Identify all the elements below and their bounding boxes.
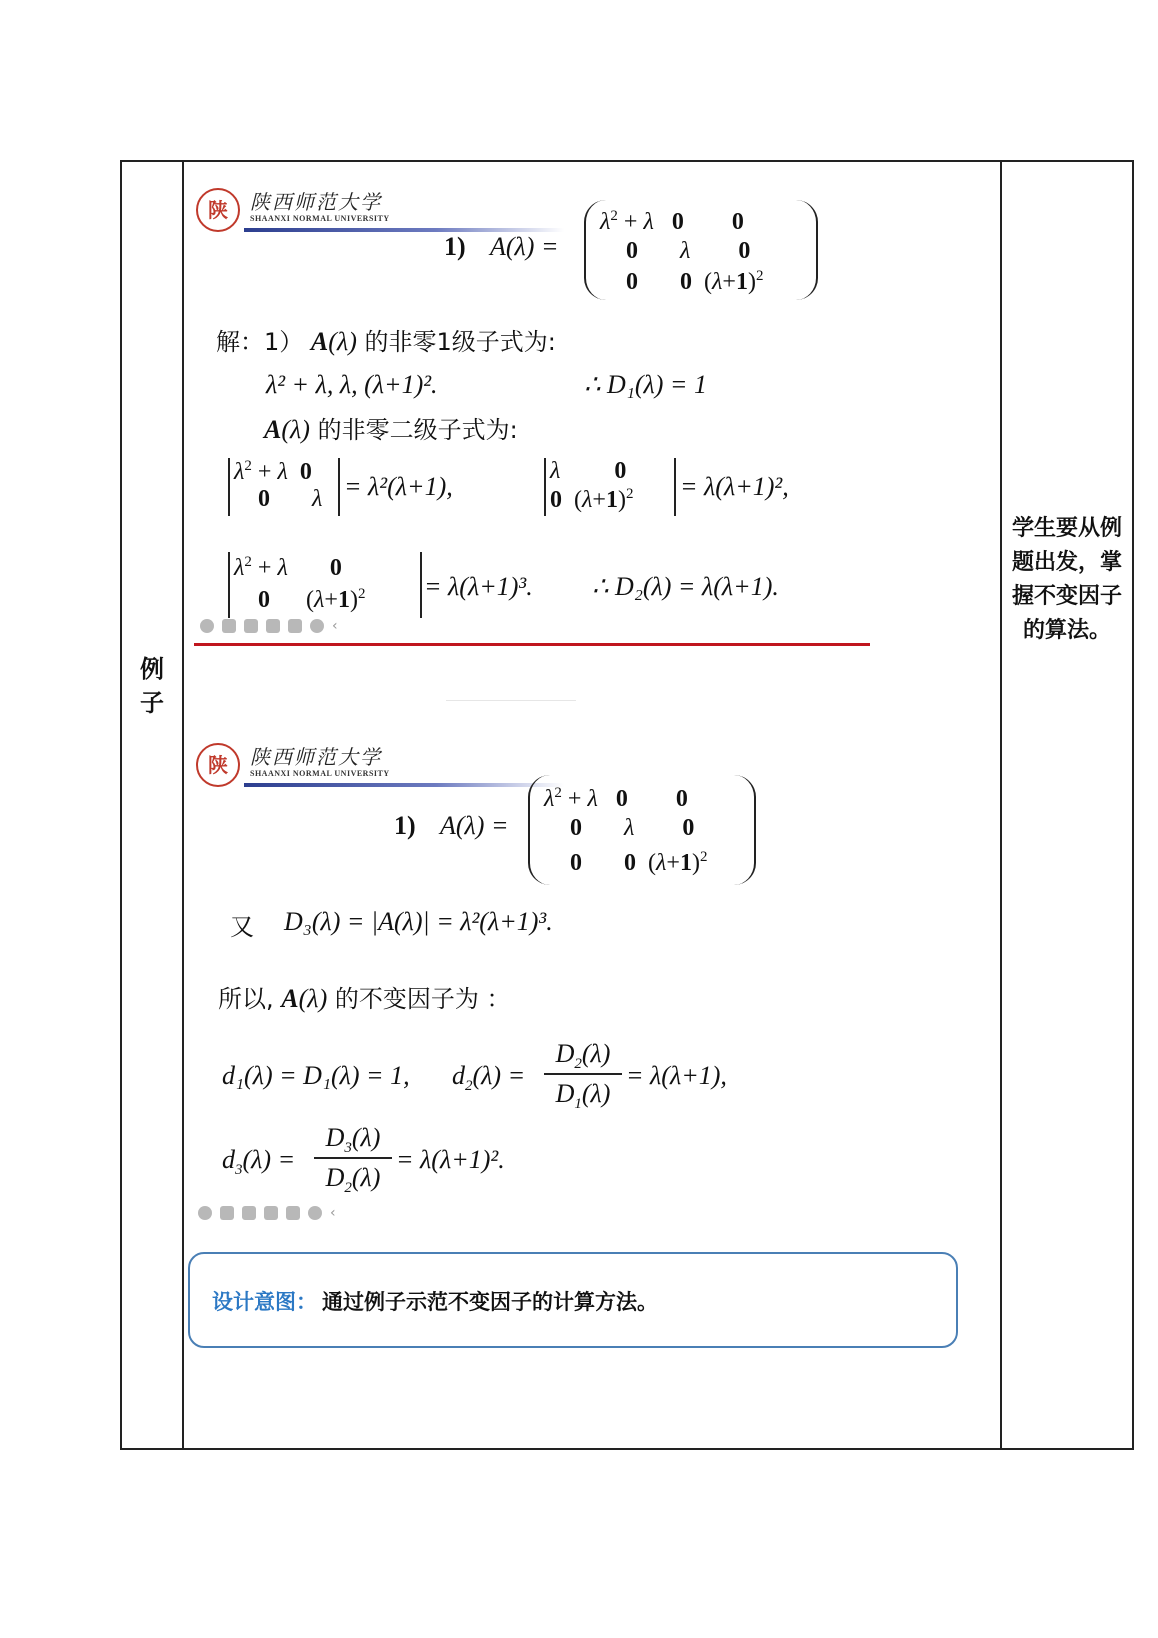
university-name-cn: 陕西师范大学 [250,190,382,214]
d3-eq: = λ(λ+1)². [396,1145,505,1174]
d1-line: d₁(λ) = D₁(λ) = 1, [222,1061,410,1090]
matrix-lhs: A(λ) = [490,232,559,261]
solution-line-1: 解：1） A(λ) 的非零1级子式为: [216,327,556,356]
player-toolbar-1 [200,616,342,636]
matrix-a: $\lambda^2 + \lambda$ 0 0 0 λ 0 0 0 $(\lambda+1)^2$ [584,200,818,300]
faint-divider [446,700,576,701]
d3-denominator: $D_2(\lambda)$ [325,1163,381,1197]
d2-eq: = λ(λ+1), [626,1061,727,1090]
d1-result: ∴ D₁(λ) = 1 [584,370,707,399]
seal-icon: 陕 [196,743,240,787]
comment-icon[interactable] [288,619,302,633]
collapse-icon[interactable]: ‹ [332,618,338,634]
determinant-2: λ 0 0 $(\lambda+1)^2$ [544,458,676,516]
example-label: 例 子 [140,655,164,717]
minor-eq-2: = λ(λ+1)², [680,472,789,501]
seal-icon: 陕 [196,188,240,232]
pen-icon[interactable] [220,1206,234,1220]
play-icon[interactable] [198,1206,212,1220]
focus-icon[interactable] [242,1206,256,1220]
d2-numerator: $D_2(\lambda)$ [544,1039,622,1075]
design-intent-box [188,1252,958,1348]
minor-eq-3: = λ(λ+1)³. [424,572,533,601]
more-icon[interactable] [308,1206,322,1220]
design-intent-label: 设计意图： [212,1290,317,1314]
slide-divider [194,643,870,646]
determinant-3: $\lambda^2 + \lambda$ 0 0 $(\lambda+1)^2$ [228,552,422,618]
teaching-note: 学生要从例题出发，掌握不变因子的算法。 [1011,516,1122,643]
problem-number: 1) [444,232,466,261]
right-column [1000,162,1132,1448]
player-toolbar-2 [198,1203,340,1223]
design-intent-text: 通过例子示范不变因子的计算方法。 [322,1290,658,1314]
also-label: 又 [230,913,254,941]
logo-underline [244,783,564,787]
slide-1 [194,180,914,680]
camera-icon[interactable] [264,1206,278,1220]
university-name-cn: 陕西师范大学 [250,745,382,769]
collapse-icon[interactable]: ‹ [330,1205,336,1221]
d3-numerator: $D_3(\lambda)$ [314,1123,392,1159]
solution-line-2: A(λ) 的非零二级子式为: [264,415,518,444]
conclusion-line: 所以, A(λ) 的不变因子为 ： [218,984,511,1013]
d2-lhs: $d_2(\lambda)$ = [452,1061,526,1095]
camera-icon[interactable] [266,619,280,633]
d2-result: ∴ D₂(λ) = λ(λ+1). [592,572,779,601]
play-icon[interactable] [200,619,214,633]
university-name-en: SHAANXI NORMAL UNIVERSITY [250,214,390,223]
left-column [122,162,184,1448]
matrix-a-2: $\lambda^2 + \lambda$ 0 0 0 λ 0 0 0 $(\lambda+1)^2$ [528,775,756,885]
more-icon[interactable] [310,619,324,633]
d3-lhs: $d_3(\lambda)$ = [222,1145,296,1179]
d2-denominator: $D_1(\lambda)$ [555,1079,611,1113]
matrix-lhs-2: A(λ) = [440,811,509,840]
university-name-en: SHAANXI NORMAL UNIVERSITY [250,769,390,778]
problem-number-2: 1) [394,811,416,840]
comment-icon[interactable] [286,1206,300,1220]
determinant-1: $\lambda^2 + \lambda$ 0 0 λ [228,458,340,516]
slide-2 [194,735,914,1270]
minor-eq-1: = λ²(λ+1), [344,472,453,501]
pen-icon[interactable] [222,619,236,633]
focus-icon[interactable] [244,619,258,633]
minors-1: λ² + λ, λ, (λ+1)². [266,370,438,399]
d3-line: D₃(λ) = |A(λ)| = λ²(λ+1)³. [284,907,553,936]
